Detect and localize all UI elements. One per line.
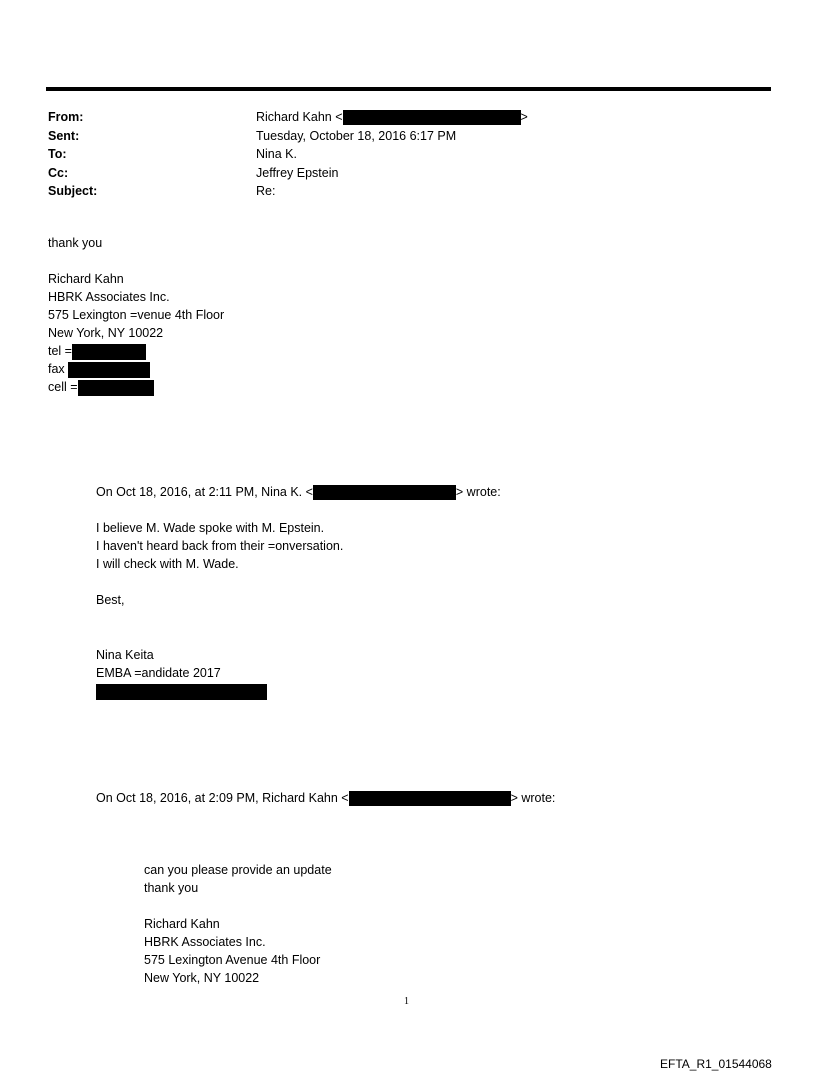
sig-name: Nina Keita [96,648,154,662]
sig-title: EMBA =andidate 2017 [96,666,221,680]
from-label: From: [48,110,84,124]
spacer [96,573,501,591]
quote-intro-end: > wrote: [510,791,556,805]
quote-line: thank you [144,881,199,895]
quote-line: I haven't heard back from their =onversation. [96,539,344,553]
quoted-message-1 [96,483,501,609]
to-label: To: [48,147,67,161]
redaction-box [68,362,150,378]
sig-city: New York, NY 10022 [48,326,164,340]
redaction-box [349,791,511,806]
redaction-box [78,380,154,396]
quote-intro [96,789,555,807]
sig-address: 575 Lexington Avenue 4th Floor [144,953,321,967]
sig-company: HBRK Associates Inc. [48,290,170,304]
sent-value: Tuesday, October 18, 2016 6:17 PM [256,128,457,143]
redaction-box [72,344,146,360]
spacer [48,252,224,270]
quote-line: can you please provide an update [144,863,332,877]
quote-line: I will check with M. Wade. [96,557,239,571]
to-value: Nina K. [256,147,297,161]
sig-fax [48,360,224,378]
from-name: Richard Kahn < [256,110,343,124]
cc-value: Jeffrey Epstein [256,165,339,180]
quote-intro-start: On Oct 18, 2016, at 2:11 PM, Nina K. < [96,485,313,499]
quoted-message-2 [144,861,332,987]
quote1-signature [96,646,267,700]
subject-value: Re: [256,184,276,198]
sig-redacted [96,682,267,700]
sig-name: Richard Kahn [48,272,124,286]
header-rule [46,87,771,91]
quote-line: I believe M. Wade spoke with M. Epstein. [96,521,325,535]
page-number: 1 [404,996,409,1007]
sent-label: Sent: [48,128,80,143]
spacer [96,501,501,519]
quote-intro [96,483,501,501]
body-line: thank you [48,236,103,250]
quote-closing: Best, [96,593,125,607]
sig-city: New York, NY 10022 [144,971,260,985]
cc-label: Cc: [48,165,69,180]
quote-intro-start: On Oct 18, 2016, at 2:09 PM, Richard Kahn < [96,791,349,805]
message-body [48,234,224,396]
fax-label: fax [48,362,65,376]
redaction-box [343,110,521,125]
spacer [144,897,332,915]
from-value [256,108,528,127]
document-id: EFTA_R1_01544068 [660,1057,772,1071]
subject-label: Subject: [48,184,98,198]
sig-address: 575 Lexington =venue 4th Floor [48,308,225,322]
sig-company: HBRK Associates Inc. [144,935,266,949]
sig-cell [48,378,224,396]
from-close: > [520,110,528,124]
quote-intro-end: > wrote: [455,485,501,499]
sig-tel [48,342,224,360]
redaction-box [96,684,267,700]
quoted-message-2-intro [96,789,555,807]
tel-label: tel = [48,344,72,358]
cell-label: cell = [48,380,78,394]
sig-name: Richard Kahn [144,917,220,931]
redaction-box [313,485,456,500]
